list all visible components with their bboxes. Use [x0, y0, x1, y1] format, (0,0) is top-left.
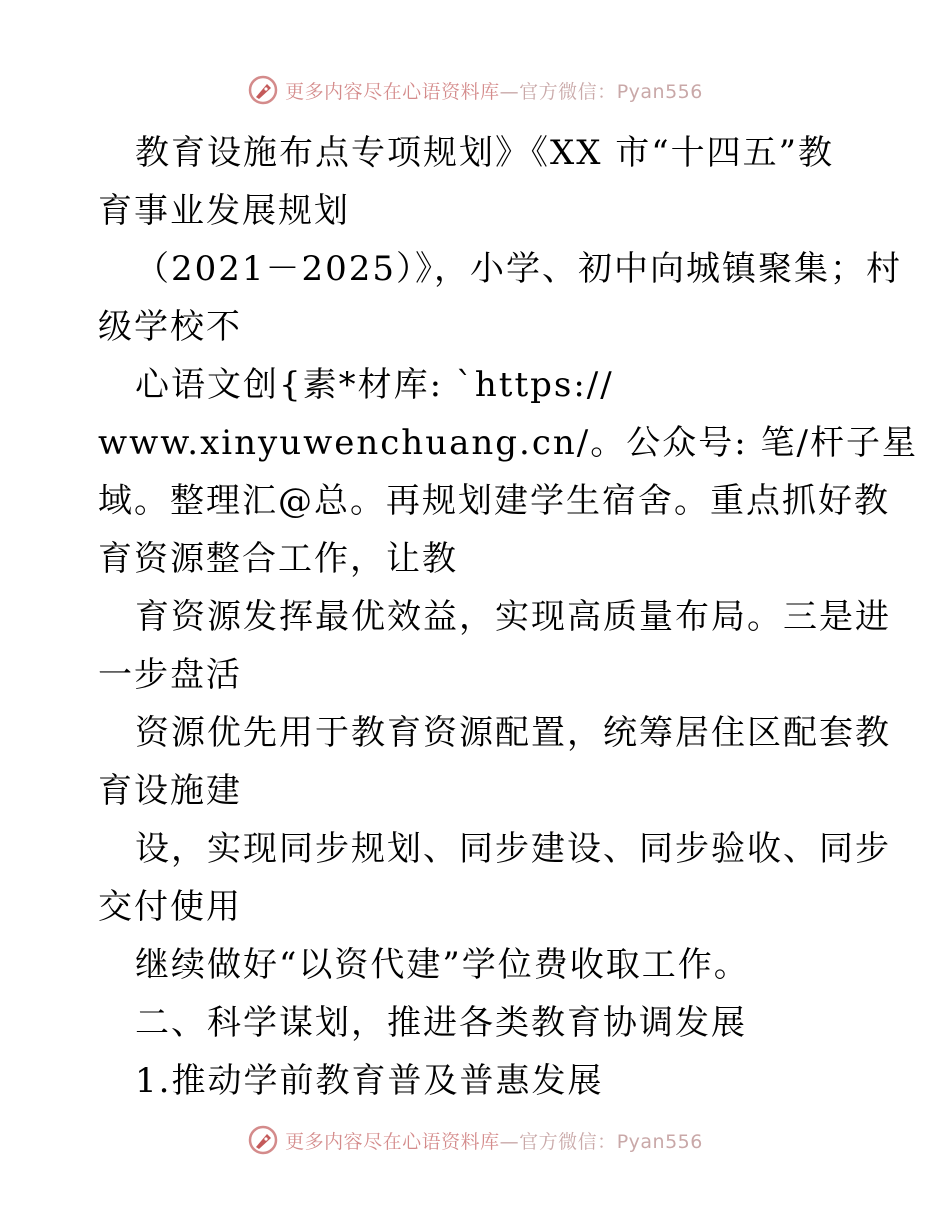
watermark-official-label: 官方微信：: [519, 80, 617, 103]
watermark-wechat-id: Pyan556: [616, 1130, 703, 1153]
text-line: 教育设施布点专项规划》《XX 市“十四五”教: [135, 133, 834, 173]
watermark-header: [0, 72, 950, 108]
pen-nib-logo-icon: [247, 1124, 279, 1156]
text-line: 育设施建: [98, 771, 242, 811]
watermark-official-label: 官方微信：: [519, 1130, 617, 1153]
watermark-separator: —: [499, 1130, 520, 1153]
text-line: 设，实现同步规划、同步建设、同步验收、同步: [135, 829, 891, 869]
pen-nib-logo-icon: [247, 74, 279, 106]
text-line: www.xinyuwenchuang.cn/。公众号: 笔/杆子星: [98, 423, 918, 463]
text-line: 二、科学谋划，推进各类教育协调发展: [135, 1003, 747, 1043]
watermark-footer: [0, 1122, 950, 1158]
text-line: 心语文创{素*材库: `https://: [135, 365, 614, 405]
text-line: 育资源发挥最优效益，实现高质量布局。三是进: [135, 597, 891, 637]
text-line: 域。整理汇@总。再规划建学生宿舍。重点抓好教: [98, 481, 890, 521]
text-line: 资源优先用于教育资源配置，统筹居住区配套教: [135, 713, 891, 753]
watermark-wechat-id: Pyan556: [616, 80, 703, 103]
watermark-separator: —: [499, 80, 520, 103]
document-body: [98, 124, 918, 1110]
text-line: 级学校不: [98, 307, 242, 347]
text-line: 一步盘活: [98, 655, 242, 695]
text-line: 继续做好“以资代建”学位费收取工作。: [135, 945, 750, 985]
text-line: 交付使用: [98, 887, 242, 927]
watermark-text: [285, 1127, 703, 1154]
watermark-main-text: 更多内容尽在心语资料库: [285, 80, 500, 103]
watermark-text: [285, 77, 703, 104]
text-line: 1.推动学前教育普及普惠发展: [135, 1061, 604, 1101]
watermark-main-text: 更多内容尽在心语资料库: [285, 1130, 500, 1153]
text-line: （2021－2025）》，小学、初中向城镇聚集；村: [135, 249, 903, 289]
text-line: 育资源整合工作，让教: [98, 539, 458, 579]
text-line: 育事业发展规划: [98, 191, 350, 231]
